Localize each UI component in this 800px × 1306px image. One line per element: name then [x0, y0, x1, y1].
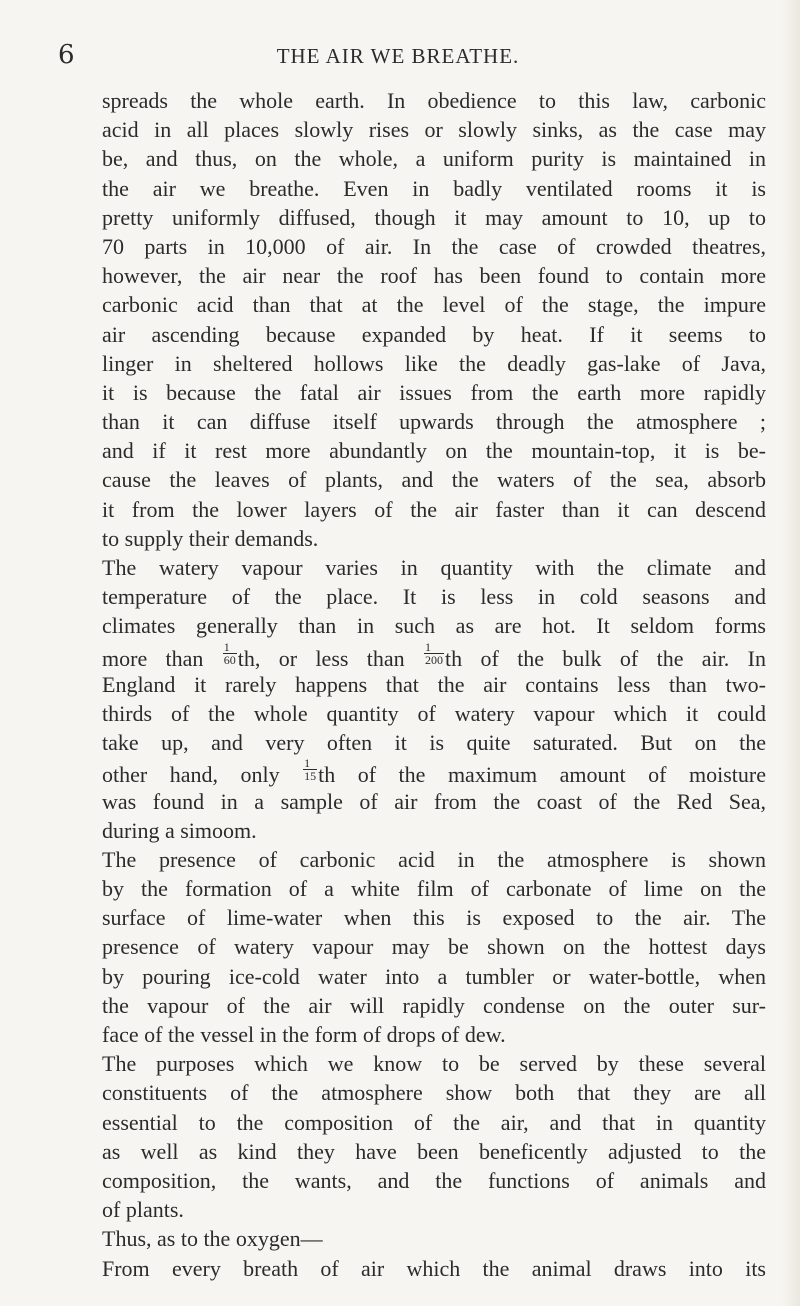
fraction-denominator: 15	[304, 769, 317, 784]
text-line: 70 parts in 10,000 of air. In the case of crowded theatres,	[102, 233, 766, 259]
text-line: pretty uniformly diffused, though it may amount to 10, up to	[102, 204, 766, 230]
text-line: was found in a sample of air from the coast of the Red Sea,	[102, 788, 766, 814]
text-line: than it can diffuse itself upwards through the atmosphere ;	[102, 409, 766, 435]
fraction	[223, 641, 237, 666]
text-line: acid in all places slowly rises or slowly sinks, as the case may	[102, 117, 766, 143]
line-segment: th, or less than	[237, 645, 424, 671]
text-line: air ascending because expanded by heat. If it seems to	[102, 321, 766, 347]
text-line: surface of lime-water when this is exposed to the air. The	[102, 905, 766, 931]
text-line: linger in sheltered hollows like the deadly gas-lake of Java,	[102, 350, 766, 376]
text-line: by pouring ice-cold water into a tumbler or water-bottle, when	[102, 963, 766, 989]
text-line: and if it rest more abundantly on the mountain-top, it is be-	[102, 438, 766, 464]
line-segment: other hand, only	[102, 762, 303, 788]
fraction-numerator: 1	[303, 757, 317, 770]
text-line: by the formation of a white film of carbonate of lime on the	[102, 876, 766, 902]
text-line: face of the vessel in the form of drops of dew.	[102, 1022, 506, 1047]
text-line: to supply their demands.	[102, 525, 319, 551]
text-line: as well as kind they have been beneficently adjusted to the	[102, 1138, 766, 1164]
text-line: it is because the fatal air issues from the earth more rapidly	[102, 379, 766, 405]
text-line: spreads the whole earth. In obedience to this law, carbonic	[102, 88, 766, 113]
text-line: The purposes which we know to be served by these several	[102, 1051, 766, 1077]
text-line: cause the leaves of plants, and the waters of the sea, absorb	[102, 467, 766, 493]
body-text	[104, 86, 766, 1283]
page-edge-shadow	[782, 0, 800, 1306]
text-line: composition, the wants, and the functions of animals and	[102, 1167, 766, 1193]
page-header	[58, 40, 738, 74]
text-line: however, the air near the roof has been found to contain more	[102, 263, 766, 289]
text-line: take up, and very often it is quite saturated. But on the	[102, 730, 766, 756]
text-line-with-fractions	[102, 641, 766, 670]
fraction	[303, 757, 317, 782]
line-segment: more than	[102, 645, 222, 671]
text-line: constituents of the atmosphere show both that they are all	[102, 1080, 766, 1106]
text-line: temperature of the place. It is less in cold seasons and	[102, 584, 766, 610]
fraction-numerator: 1	[424, 641, 444, 654]
text-line: climates generally than in such as are hot. It seldom forms	[102, 613, 766, 639]
text-line: of plants.	[102, 1197, 184, 1223]
text-line: it from the lower layers of the air faster than it can descend	[102, 496, 766, 522]
line-segment: th of the bulk of the air. In	[445, 645, 766, 671]
text-line: during a simoom.	[102, 817, 257, 843]
text-line: The watery vapour varies in quantity with the climate and	[102, 555, 766, 580]
text-line: The presence of carbonic acid in the atmosphere is shown	[102, 846, 766, 872]
text-line: Thus, as to the oxygen—	[102, 1226, 323, 1252]
fraction-numerator: 1	[223, 641, 237, 654]
line-segment: th of the maximum amount of moisture	[318, 762, 766, 788]
fraction-denominator: 60	[223, 652, 236, 667]
text-line-with-fraction	[102, 757, 766, 786]
text-line: the vapour of the air will rapidly condense on the outer sur-	[102, 992, 766, 1018]
page-number: 6	[58, 40, 75, 70]
running-head: THE AIR WE BREATHE.	[276, 44, 520, 68]
text-line: presence of watery vapour may be shown on the hottest days	[102, 934, 766, 960]
fraction	[424, 641, 444, 666]
text-line: From every breath of air which the animal draws into its	[102, 1255, 766, 1281]
text-line: essential to the composition of the air, and that in quantity	[102, 1109, 766, 1135]
text-line: thirds of the whole quantity of watery vapour which it could	[102, 700, 766, 726]
text-line: the air we breathe. Even in badly ventilated rooms it is	[102, 175, 766, 201]
fraction-denominator: 200	[425, 652, 444, 667]
text-line: be, and thus, on the whole, a uniform purity is maintained in	[102, 146, 766, 172]
text-line: carbonic acid than that at the level of the stage, the impure	[102, 292, 766, 318]
text-line: England it rarely happens that the air contains less than two-	[102, 671, 766, 697]
